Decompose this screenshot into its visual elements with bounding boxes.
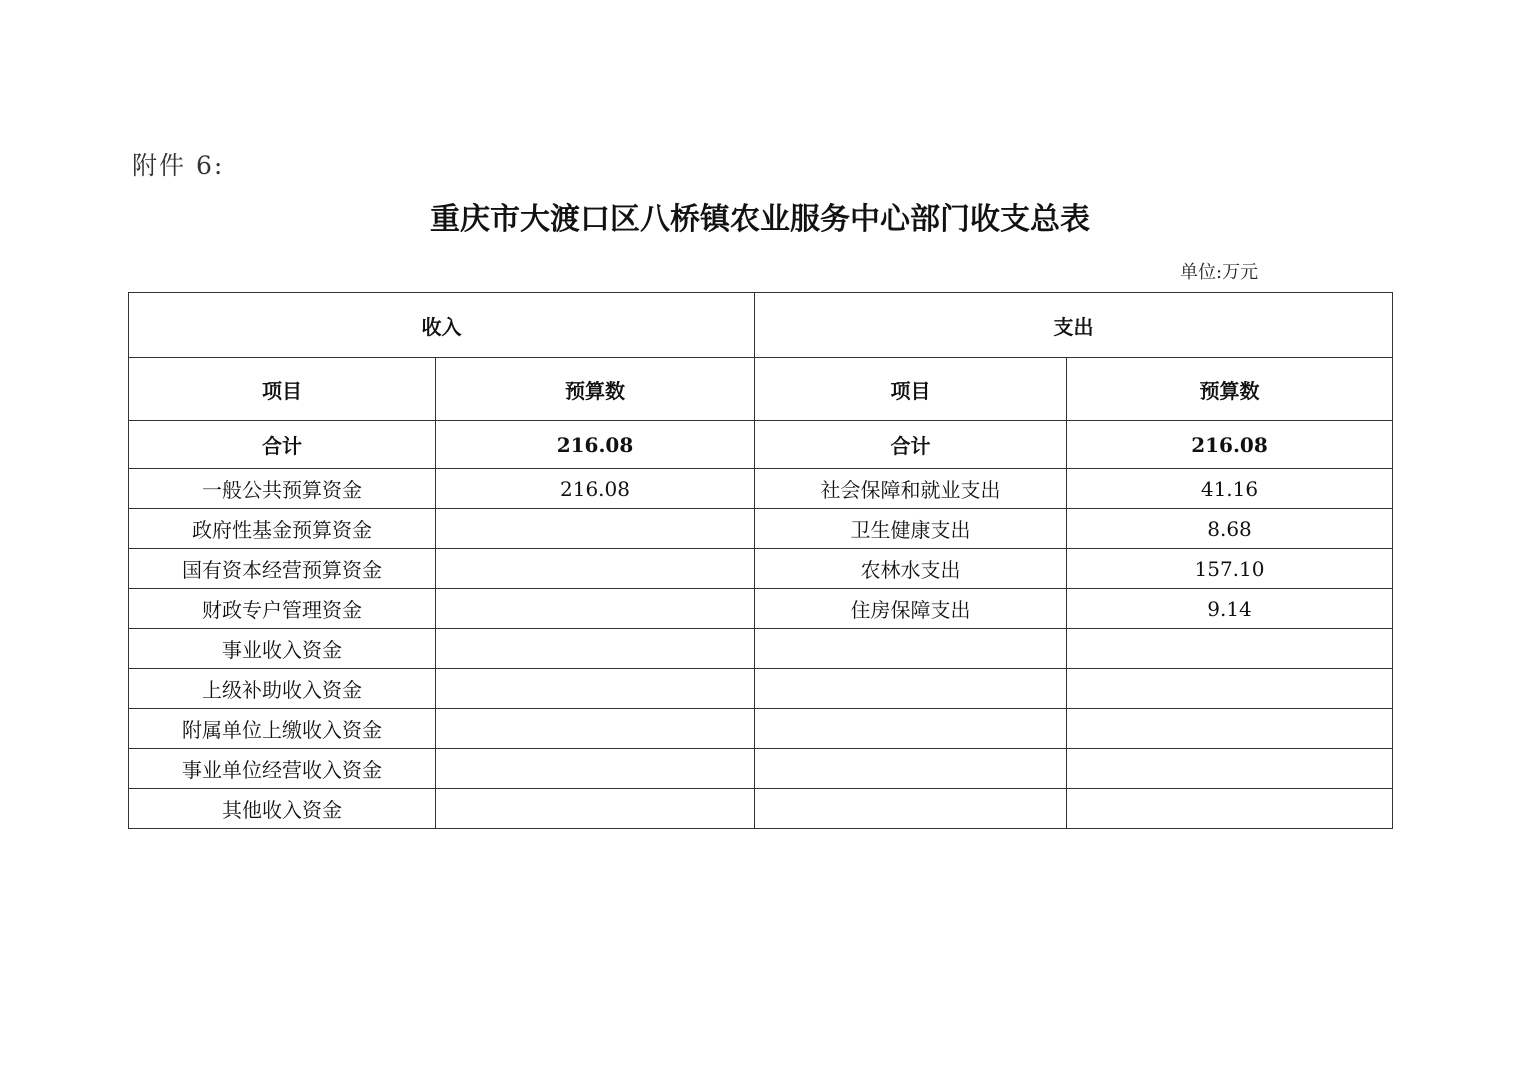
table-row <box>129 669 1393 709</box>
table-row <box>129 629 1393 669</box>
income-item: 国有资本经营预算资金 <box>129 549 436 589</box>
table-row <box>129 509 1393 549</box>
income-value <box>436 629 755 669</box>
expense-item: 卫生健康支出 <box>755 509 1067 549</box>
expense-item-header: 项目 <box>755 358 1067 421</box>
table-row <box>129 709 1393 749</box>
income-group-header: 收入 <box>129 293 755 358</box>
expense-value: 8.68 <box>1067 509 1393 549</box>
income-value <box>436 749 755 789</box>
expense-item <box>755 789 1067 829</box>
expense-value: 41.16 <box>1067 469 1393 509</box>
income-value <box>436 509 755 549</box>
expense-total-label: 合计 <box>755 421 1067 469</box>
unit-label: 单位:万元 <box>1180 262 1259 283</box>
income-item: 财政专户管理资金 <box>129 589 436 629</box>
table-row <box>129 749 1393 789</box>
expense-item <box>755 669 1067 709</box>
table-row <box>129 549 1393 589</box>
expense-value <box>1067 629 1393 669</box>
budget-table <box>128 292 1393 829</box>
expense-value: 9.14 <box>1067 589 1393 629</box>
expense-value <box>1067 709 1393 749</box>
income-item: 附属单位上缴收入资金 <box>129 709 436 749</box>
income-value <box>436 589 755 629</box>
income-item: 事业收入资金 <box>129 629 436 669</box>
total-row <box>129 421 1393 469</box>
income-value <box>436 709 755 749</box>
expense-item <box>755 709 1067 749</box>
budget-table-body <box>129 293 1393 829</box>
expense-value <box>1067 669 1393 709</box>
income-value <box>436 789 755 829</box>
expense-total-value: 216.08 <box>1067 421 1393 469</box>
expense-item: 住房保障支出 <box>755 589 1067 629</box>
income-value: 216.08 <box>436 469 755 509</box>
income-total-value: 216.08 <box>436 421 755 469</box>
income-total-label: 合计 <box>129 421 436 469</box>
table-row <box>129 469 1393 509</box>
table-row <box>129 789 1393 829</box>
expense-value <box>1067 749 1393 789</box>
expense-value: 157.10 <box>1067 549 1393 589</box>
income-item: 事业单位经营收入资金 <box>129 749 436 789</box>
attachment-label: 附件 6: <box>132 151 225 180</box>
income-value <box>436 549 755 589</box>
page-title: 重庆市大渡口区八桥镇农业服务中心部门收支总表 <box>430 202 1090 237</box>
income-item: 政府性基金预算资金 <box>129 509 436 549</box>
expense-item: 社会保障和就业支出 <box>755 469 1067 509</box>
expense-item <box>755 749 1067 789</box>
group-header-row <box>129 293 1393 358</box>
income-item-header: 项目 <box>129 358 436 421</box>
income-item: 其他收入资金 <box>129 789 436 829</box>
income-item: 上级补助收入资金 <box>129 669 436 709</box>
expense-item <box>755 629 1067 669</box>
table-row <box>129 589 1393 629</box>
expense-item: 农林水支出 <box>755 549 1067 589</box>
income-item: 一般公共预算资金 <box>129 469 436 509</box>
income-budget-header: 预算数 <box>436 358 755 421</box>
expense-budget-header: 预算数 <box>1067 358 1393 421</box>
expense-value <box>1067 789 1393 829</box>
expense-group-header: 支出 <box>755 293 1393 358</box>
income-value <box>436 669 755 709</box>
column-header-row <box>129 358 1393 421</box>
